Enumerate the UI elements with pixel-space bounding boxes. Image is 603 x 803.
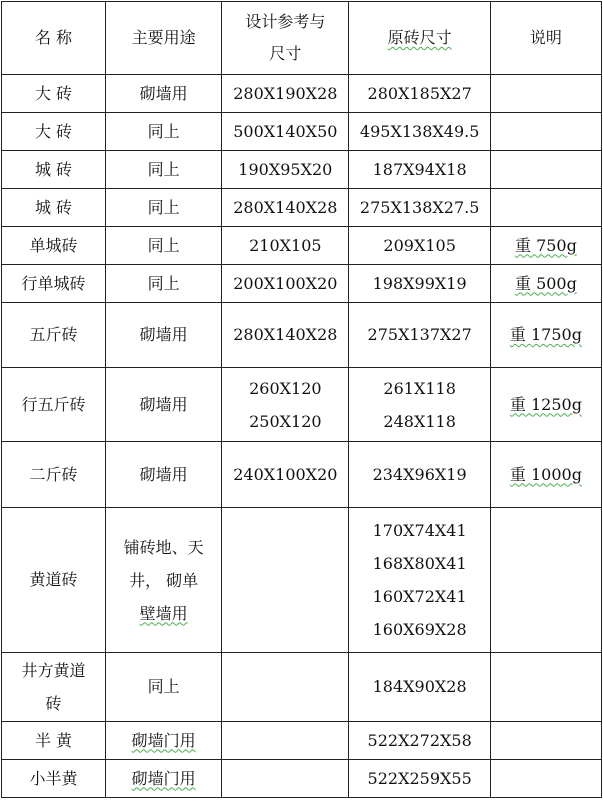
cell-design [222,508,349,653]
cell-note-text: 重 750g [514,235,577,255]
header-design [222,2,349,75]
cell-use-text: 砌墙门用 [131,768,196,788]
table-row [2,75,602,113]
cell-note [490,442,601,508]
table-row [2,508,602,653]
cell-design: 210X105 [222,227,349,265]
cell-name: 行单城砖 [2,265,106,303]
cell-note [490,189,601,227]
header-use: 主要用途 [106,2,222,75]
cell-original: 280X185X27 [349,75,490,113]
cell-use-line: 铺砖地、天 [123,537,204,557]
table-row [2,442,602,508]
table-row [2,722,602,760]
cell-note [490,368,601,442]
cell-design-line: 250X120 [249,411,322,431]
cell-note [490,75,601,113]
cell-note [490,653,601,722]
cell-name: 城 砖 [2,189,106,227]
table-row [2,189,602,227]
cell-original-line: 160X72X41 [372,587,467,606]
cell-original: 187X94X18 [349,151,490,189]
cell-design: 500X140X50 [222,113,349,151]
cell-note [490,722,601,760]
cell-use-line: 壁墙用 [139,603,188,623]
cell-note-text: 重 1000g [509,464,582,484]
cell-note [490,760,601,798]
table-row [2,227,602,265]
cell-use [106,760,222,798]
cell-original-line: 168X80X41 [372,554,467,573]
cell-name: 小半黄 [2,760,106,798]
table-row [2,113,602,151]
cell-note [490,227,601,265]
cell-note-text: 重 1750g [509,325,582,344]
header-original-text: 原砖尺寸 [387,28,452,47]
cell-name: 半 黄 [2,722,106,760]
cell-note-text: 重 1250g [509,394,582,414]
cell-use: 同上 [106,113,222,151]
cell-design [222,760,349,798]
cell-note [490,113,601,151]
cell-note [490,265,601,303]
cell-name-line: 砖 [45,694,62,713]
cell-use: 同上 [106,227,222,265]
cell-design: 240X100X20 [222,442,349,508]
table-row [2,760,602,798]
cell-name: 城 砖 [2,151,106,189]
header-design-line1: 设计参考与 [245,12,326,31]
cell-original-line: 248X118 [383,411,456,431]
cell-name: 大 砖 [2,113,106,151]
table-row [2,653,602,722]
cell-design [222,368,349,442]
table-row [2,265,602,303]
cell-design: 280X190X28 [222,75,349,113]
table-row [2,368,602,442]
cell-original: 209X105 [349,227,490,265]
header-row [2,2,602,75]
cell-use: 砌墙用 [106,303,222,368]
brick-spec-table [1,1,602,798]
cell-original [349,508,490,653]
cell-design [222,653,349,722]
header-name: 名 称 [2,2,106,75]
cell-name: 黄道砖 [2,508,106,653]
cell-name: 五斤砖 [2,303,106,368]
cell-original: 184X90X28 [349,653,490,722]
cell-original: 495X138X49.5 [349,113,490,151]
cell-name: 单城砖 [2,227,106,265]
cell-use [106,508,222,653]
cell-design-line: 260X120 [249,378,322,398]
cell-use: 同上 [106,653,222,722]
cell-original: 522X272X58 [349,722,490,760]
cell-original: 275X138X27.5 [349,189,490,227]
cell-note-text: 重 500g [514,273,577,293]
cell-use: 同上 [106,189,222,227]
cell-design [222,722,349,760]
cell-note [490,508,601,653]
cell-note [490,151,601,189]
cell-original [349,368,490,442]
cell-use: 同上 [106,265,222,303]
cell-use: 砌墙用 [106,75,222,113]
cell-original-line: 261X118 [383,378,456,398]
cell-name: 大 砖 [2,75,106,113]
cell-original: 198X99X19 [349,265,490,303]
cell-original: 522X259X55 [349,760,490,798]
cell-use: 砌墙用 [106,368,222,442]
cell-design: 280X140X28 [222,189,349,227]
cell-original-line: 170X74X41 [372,521,467,540]
table-row [2,303,602,368]
cell-note [490,303,601,368]
cell-design: 200X100X20 [222,265,349,303]
cell-use: 同上 [106,151,222,189]
cell-original-line: 160X69X28 [372,620,467,639]
cell-name-line: 井方黄道 [21,661,86,680]
header-note: 说明 [490,2,601,75]
cell-design: 190X95X20 [222,151,349,189]
cell-name: 行五斤砖 [2,368,106,442]
header-original [349,2,490,75]
cell-use: 砌墙用 [106,442,222,508]
cell-name [2,653,106,722]
cell-design: 280X140X28 [222,303,349,368]
header-design-line2: 尺寸 [269,44,302,63]
cell-use [106,722,222,760]
table-row [2,151,602,189]
cell-use-line: 井， 砌单 [129,570,199,590]
cell-original: 275X137X27 [349,303,490,368]
cell-use-text: 砌墙门用 [131,730,196,750]
cell-original: 234X96X19 [349,442,490,508]
cell-name: 二斤砖 [2,442,106,508]
